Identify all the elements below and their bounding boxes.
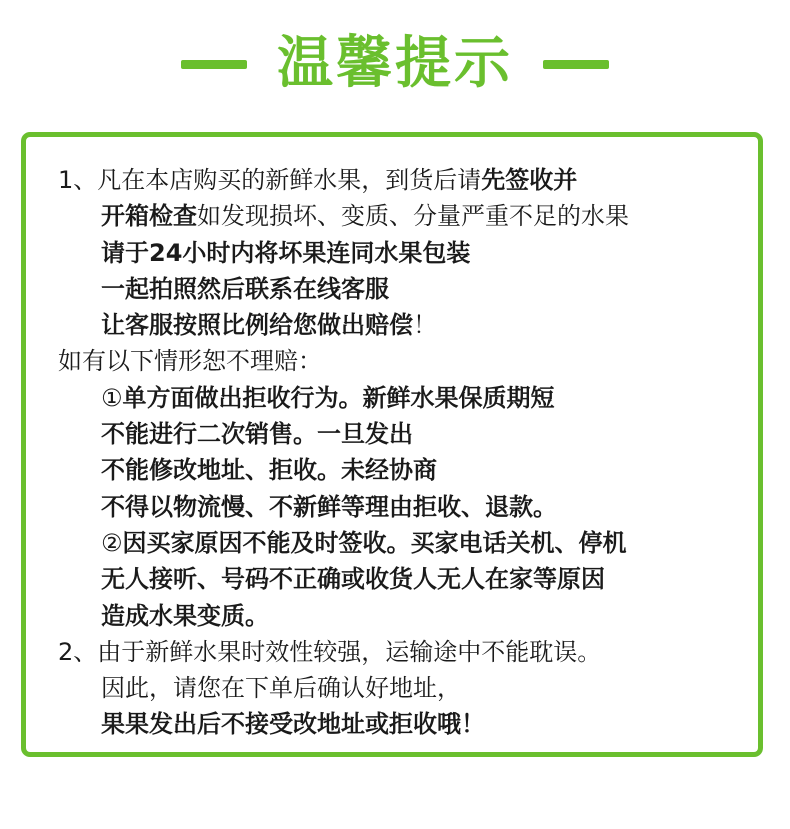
notice-line (58, 489, 768, 525)
notice-text-bold: 一起拍照然后联系在线客服 (101, 274, 389, 303)
notice-text: 如有以下情形恕不理赔： (58, 347, 322, 376)
notice-line (58, 162, 768, 198)
notice-text-bold: 先签收并 (481, 166, 578, 194)
notice-text-bold: 开箱检查 (101, 202, 197, 231)
notice-text-bold: 不能修改地址、拒收。未经协商 (101, 456, 437, 485)
notice-line (58, 706, 768, 742)
notice-text-bold: 无人接听、号码不正确或收货人无人在家等原因 (101, 565, 605, 594)
notice-line (58, 307, 768, 343)
notice-text-bold: 不能进行二次销售。一旦发出 (101, 420, 413, 449)
left-dash-decoration (181, 60, 247, 69)
notice-line (58, 525, 768, 561)
notice-text: 如发现损坏、变质、分量严重不足的水果 (197, 202, 629, 231)
notice-line (58, 343, 768, 379)
notice-line (58, 561, 768, 597)
notice-line (58, 634, 768, 670)
notice-line (58, 380, 768, 416)
notice-line (58, 416, 768, 452)
notice-text-bold: 请于24小时内将坏果连同水果包装 (101, 238, 471, 267)
notice-text-bold: 因买家原因不能及时签收。买家电话关机、停机 (122, 528, 627, 557)
notice-text: ② (101, 528, 123, 557)
notice-line (58, 235, 768, 271)
notice-line (58, 452, 768, 488)
notice-text-bold: 果果发出后不接受改地址或拒收哦！ (101, 710, 485, 739)
notice-text-bold: 单方面做出拒收行为。新鲜水果保质期短 (122, 383, 555, 412)
notice-line (58, 670, 768, 706)
notice-text: ！ (413, 311, 437, 340)
notice-content (58, 162, 768, 743)
notice-text: 2、由于新鲜水果时效性较强，运输途中不能耽误。 (58, 637, 602, 666)
notice-line (58, 198, 768, 234)
notice-text-bold: 不得以物流慢、不新鲜等理由拒收、退款。 (101, 492, 557, 521)
notice-text: 1、凡在本店购买的新鲜水果，到货后请 (58, 166, 482, 194)
notice-text-bold: 让客服按照比例给您做出赔偿 (101, 311, 413, 340)
notice-text: ① (101, 383, 123, 412)
notice-line (58, 271, 768, 307)
header (0, 22, 790, 106)
notice-text-bold: 造成水果变质。 (101, 601, 269, 630)
notice-text: 因此，请您在下单后确认好地址， (101, 674, 461, 703)
notice-line (58, 598, 768, 634)
right-dash-decoration (543, 60, 609, 69)
page-title: 温馨提示 (277, 31, 513, 96)
